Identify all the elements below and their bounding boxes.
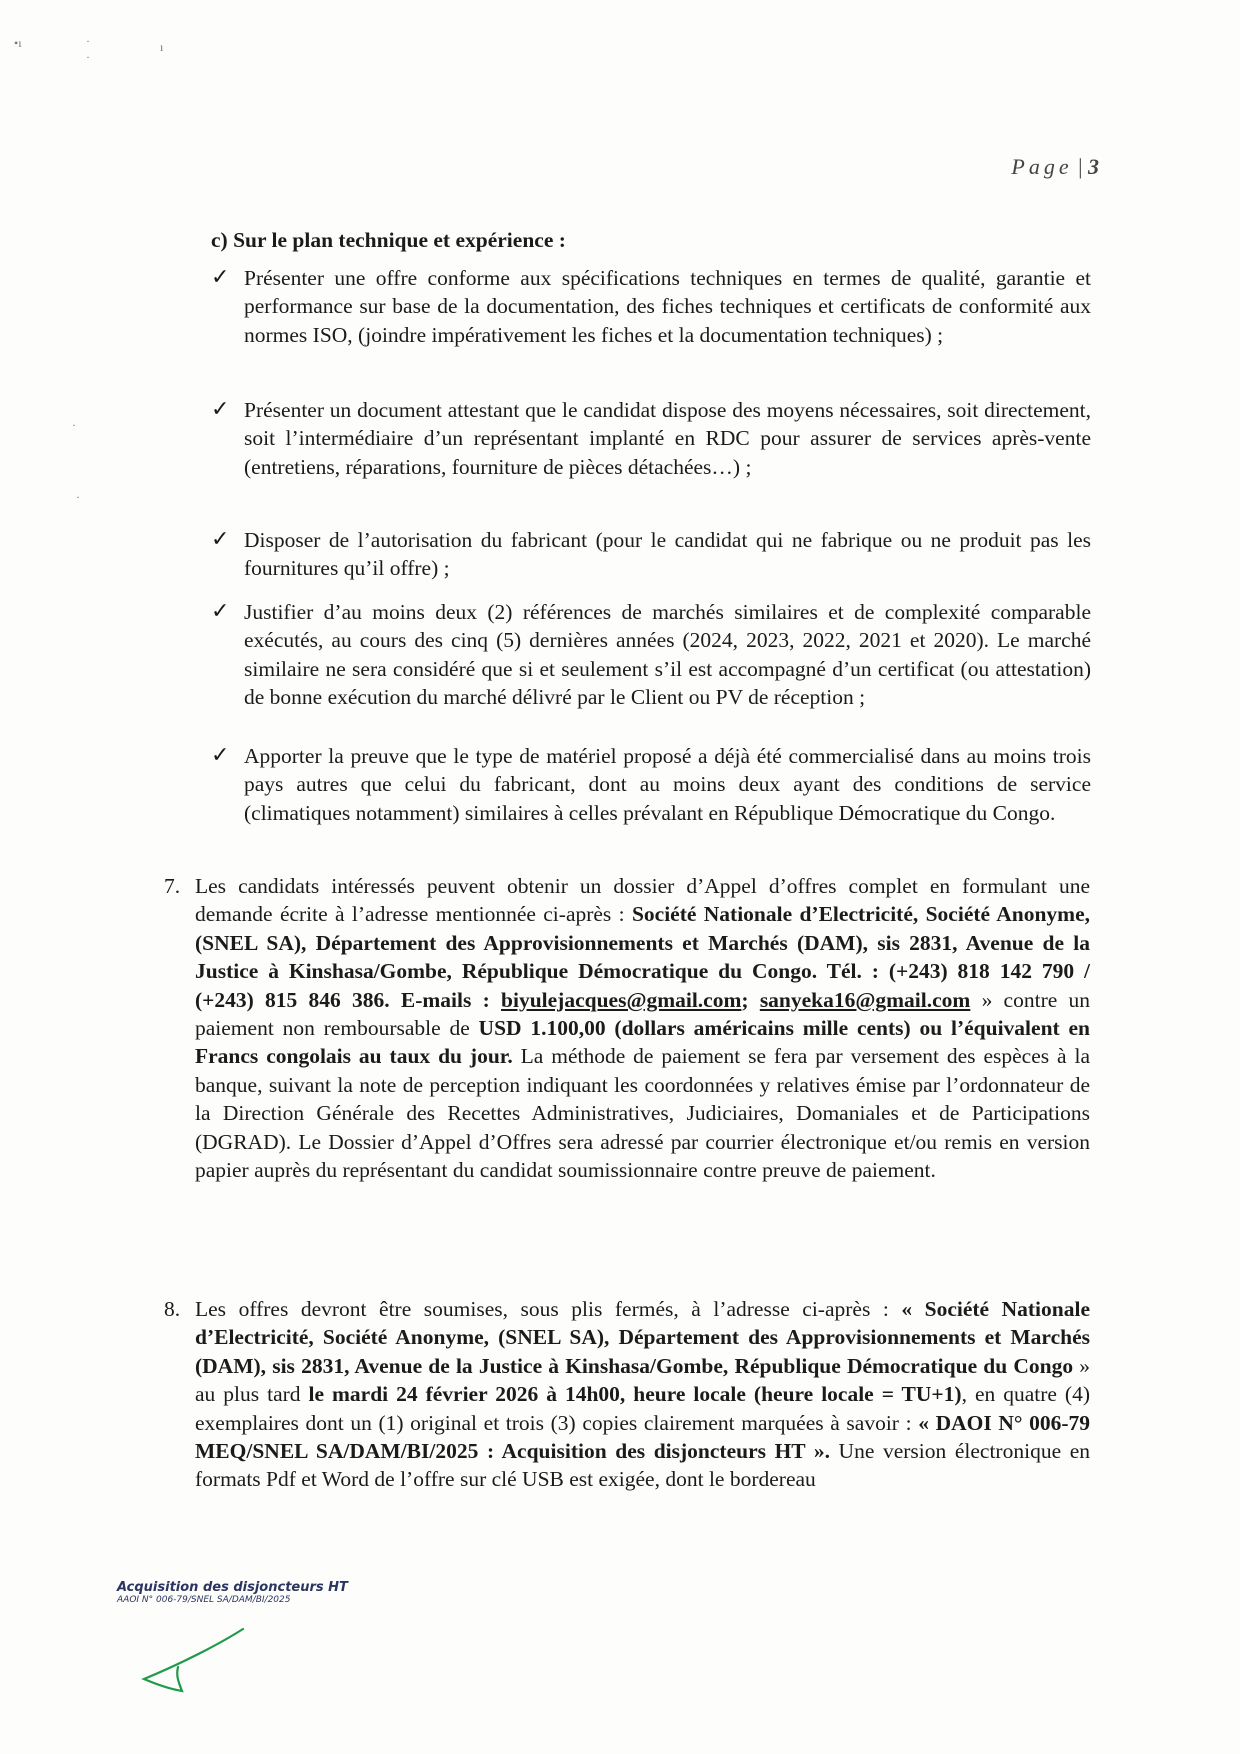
paragraph-number: 8. [164, 1297, 181, 1321]
text-run: Les offres devront être soumises, sous plis fermés, à l’adresse ci-après : [195, 1297, 902, 1321]
text-run: , en quatre (4) exemplaires dont un (1) original et trois (3) copies clairement marquées à savoir : [195, 1382, 1090, 1435]
section-c-heading: c) Sur le plan technique et expérience : [211, 228, 566, 252]
tender-reference: « DAOI N° 006-79 MEQ/SNEL SA/DAM/BI/2025 : Acquisition des disjoncteurs HT ». [195, 1410, 1090, 1464]
document-page: •ı · · ı · · Page | 3 c) Sur le plan technique et expérience : ✓ Présenter une offre conforme aux spécifications techniques en termes de qualité, garantie et performance sur base de la documentation, des fiches techniques et certificats de conformité aux normes ISO, (joindre impérativement les fiches et la documentation techniques) ; ✓ Présenter un document attestant que le candidat dispose des moyens nécessaires, soit directement, soit l’intermédiaire d’un représentant implanté en RDC pour assurer de services après-vente (entretiens, réparations, fourniture de pièces détachées…) ; ✓ Disposer de l’autorisation du fabricant (pour le candidat qui ne fabrique ou ne produit pas les fournitures qu’il offre) ; ✓ Justifier d’au moins deux (2) références de marchés similaires et de complexité comparable exécutés, au cours des cinq (5) dernières années (2024, 2023, 2022, 2021 et 2020). Le marché similaire ne sera considéré que si et seulement s’il est accompagné d’un certificat (ou attestation) de bonne exécution du marché délivré par le Client ou PV de réception ; ✓ Apporter la preuve que le type de matériel proposé a déjà été commercialisé dans au moins trois pays autres que celui du fabricant, dont au moins deux ayant des conditions de service (climatiques notamment) similaires à celles prévalant en République Démocratique du Congo. 7. Les candidats intéressés peuvent obtenir un dossier d’Appel d’offres complet en formulant une demande écrite à l’adresse mentionnée ci-après : Société Nationale d’Electricité, Société Anonyme, (SNEL SA), Département des Approvisionnements et Marchés (DAM), sis 2831, Avenue de la Justice à Kinshasa/Gombe, République Démocratique du Congo. Tél. : (+243) 818 142 790 / (+243) 815 846 386. E-mails : biyulejacques@gmail.com; sanyeka16@gmail.com » contre un paiement non remboursable de USD 1.100,00 (dollars américains mille cents) ou l’équivalent en Francs congolais au taux du jour. La méthode de paiement se fera par versement des espèces à la banque, suivant la note de perception indiquant les coordonnées y relatives émise par l’ordonnateur de la Direction Générale des Recettes Administratives, Judiciaires, Domaniales et de Participations (DGRAD). Le Dossier d’Appel d’Offres sera adressé par courrier électronique et/ou remis en version papier auprès du représentant du candidat soumissionnaire contre preuve de paiement. 8. Les offres devront être soumises, sous plis fermés, à l’adresse ci-après : « Société Nationale d’Electricité, Société Anonyme, (SNEL SA), Département des Approvisionnements et Marchés (DAM), sis 2831, Avenue de la Justice à Kinshasa/Gombe, République Démocratique du Congo » au plus tard le mardi 24 février 2026 à 14h00, heure locale (heure locale = TU+1), en quatre (4) exemplaires dont un (1) original et trois (3) copies clairement marquées à savoir : « DAOI N° 006-79 MEQ/SNEL SA/DAM/BI/2025 : Acquisition des disjoncteurs HT ». Une version électronique en formats Pdf et Word de l’offre sur clé USB est exigée, dont le bordereau Acquisition des disjoncteurs HT AAOI N° 006-79/SNEL SA/DAM/BI/2025 [0, 0, 1240, 1754]
footer-reference: AAOI N° 006-79/SNEL SA/DAM/BI/2025 [117, 1595, 291, 1605]
paragraph-number: 7. [164, 874, 181, 898]
checkmark-icon: ✓ [211, 599, 230, 624]
email-separator: ; [741, 987, 749, 1012]
checklist-item [211, 396, 1091, 481]
page-number-value: 3 [1088, 154, 1099, 179]
paragraph-text [195, 872, 1090, 1184]
payment-amount: USD 1.100,00 (dollars américains mille cents) ou l’équivalent en Francs congolais au taux du jour. [195, 1016, 1090, 1069]
handwritten-initial-icon [138, 1625, 248, 1705]
checkmark-icon: ✓ [211, 397, 230, 422]
numbered-paragraph-7 [164, 872, 1090, 1184]
checklist-item-text: Présenter une offre conforme aux spécifications techniques en termes de qualité, garantie et performance sur base de la documentation, des fiches techniques et certificats de conformité aux normes ISO, (joindre impérativement les fiches et la documentation techniques) ; [244, 266, 1091, 347]
snel-address: Société Nationale d’Electricité, Société Anonyme, (SNEL SA), Département des Approvisionnements et Marchés (DAM), sis 2831, Avenue de la Justice à Kinshasa/Gombe, République Démocratique du Congo. Tél. : (+243) 818 142 790 / (+243) 815 846 386. E-mails : [195, 902, 1090, 1012]
submission-address: « Société Nationale d’Electricité, Société Anonyme, (SNEL SA), Département des Approvisionnements et Marchés (DAM), sis 2831, Avenue de la Justice à Kinshasa/Gombe, République Démocratique du Congo [195, 1297, 1090, 1378]
checklist-item [211, 264, 1091, 349]
page-number [1011, 154, 1099, 180]
checklist-item [211, 742, 1091, 827]
numbered-paragraph-8 [164, 1295, 1090, 1494]
checkmark-icon: ✓ [211, 527, 230, 552]
footer [117, 1580, 348, 1605]
footer-title: Acquisition des disjoncteurs HT [117, 1580, 348, 1595]
text-run: Les candidats intéressés peuvent obtenir un dossier d’Appel d’offres complet en formulant une demande écrite à l’adresse mentionnée ci-après : [195, 874, 1090, 927]
checklist-item-text: Présenter un document attestant que le candidat dispose des moyens nécessaires, soit directement, soit l’intermédiaire d’un représentant implanté en RDC pour assurer de services après-vente (entretiens, réparations, fourniture de pièces détachées…) ; [244, 398, 1091, 479]
page-word: Page [1011, 154, 1073, 179]
checklist-item [211, 598, 1091, 712]
email-link[interactable]: biyulejacques@gmail.com [501, 987, 742, 1012]
page-separator: | [1078, 154, 1083, 179]
paragraph-text [195, 1295, 1090, 1494]
deadline: le mardi 24 février 2026 à 14h00, heure locale (heure locale = TU+1) [308, 1382, 962, 1407]
checklist-item-text: Justifier d’au moins deux (2) références de marchés similaires et de complexité comparable exécutés, au cours des cinq (5) dernières années (2024, 2023, 2022, 2021 et 2020). Le marché similaire ne sera considéré que si et seulement s’il est accompagné d’un certificat (ou attestation) de bonne exécution du marché délivré par le Client ou PV de réception ; [244, 600, 1091, 710]
checkmark-icon: ✓ [211, 743, 230, 768]
email-link[interactable]: sanyeka16@gmail.com [759, 987, 971, 1012]
text-run: » au plus tard [195, 1353, 1091, 1407]
text-run: La méthode de paiement se fera par versement des espèces à la banque, suivant la note de perception indiquant les coordonnées y relatives émise par l’ordonnateur de la Direction Générale des Recettes Administratives, Judiciaires, Domaniales et de Participations (DGRAD). Le Dossier d’Appel d’Offres sera adressé par courrier électronique et/ou remis en version papier auprès du représentant du candidat soumissionnaire contre preuve de paiement. [195, 1044, 1090, 1183]
checklist-item-text: Apporter la preuve que le type de matériel proposé a déjà été commercialisé dans au moins trois pays autres que celui du fabricant, dont au moins deux ayant des conditions de service (climatiques notamment) similaires à celles prévalant en République Démocratique du Congo. [244, 744, 1091, 825]
text-run: Une version électronique en formats Pdf et Word de l’offre sur clé USB est exigée, dont le bordereau [195, 1439, 1090, 1492]
checklist-item-text: Disposer de l’autorisation du fabricant (pour le candidat qui ne fabrique ou ne produit pas les fournitures qu’il offre) ; [244, 528, 1091, 581]
checkmark-icon: ✓ [211, 265, 230, 290]
checklist-item [211, 526, 1091, 583]
text-run: » contre un paiement non remboursable de [195, 987, 1091, 1041]
